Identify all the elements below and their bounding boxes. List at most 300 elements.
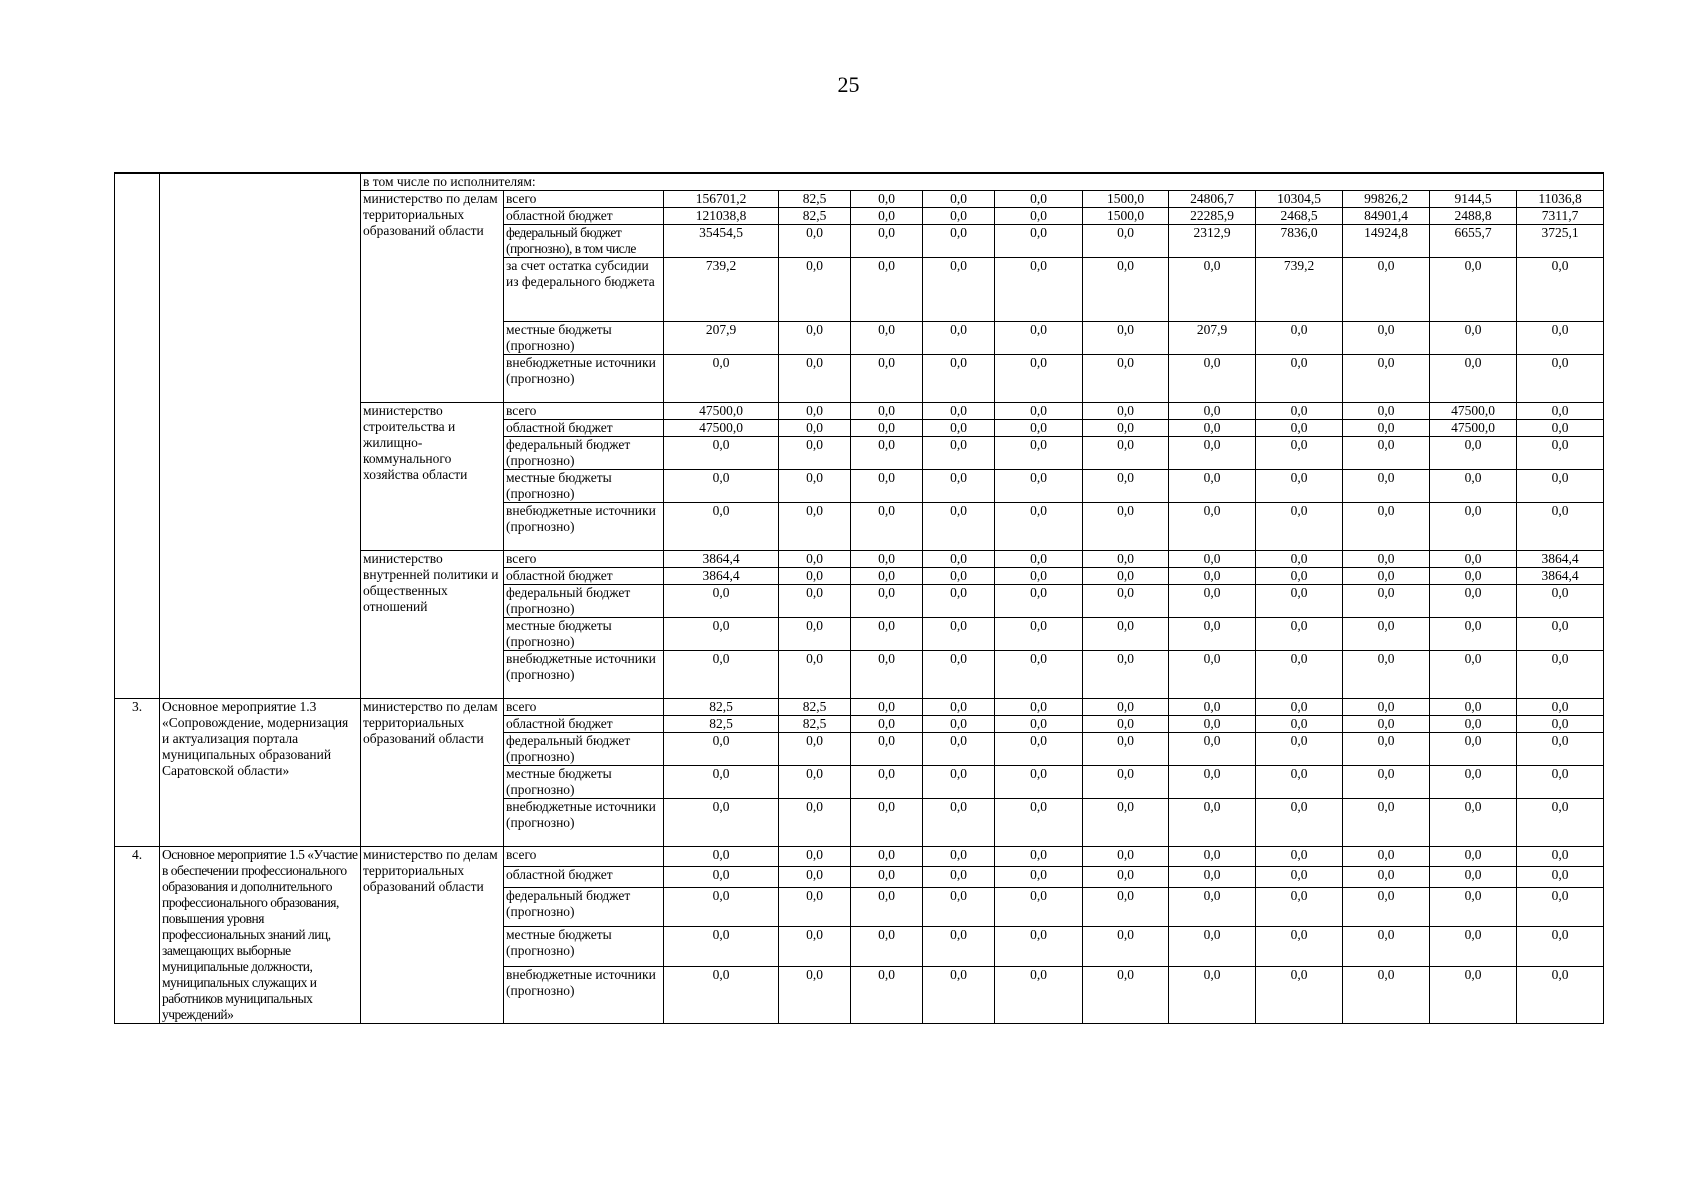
value-cell: 0,0 [664, 927, 779, 966]
source-label: всего [504, 191, 664, 208]
value-cell: 0,0 [1343, 651, 1430, 699]
value-cell: 0,0 [923, 651, 995, 699]
value-cell: 0,0 [995, 887, 1083, 926]
value-cell: 0,0 [1256, 927, 1343, 966]
index-cell [115, 191, 160, 699]
value-cell: 0,0 [1256, 503, 1343, 551]
value-cell: 0,0 [1169, 799, 1256, 847]
value-cell: 0,0 [779, 322, 851, 355]
value-cell: 0,0 [1169, 716, 1256, 733]
value-cell: 0,0 [1169, 403, 1256, 420]
value-cell: 0,0 [1169, 699, 1256, 716]
value-cell: 0,0 [923, 225, 995, 258]
value-cell: 0,0 [779, 966, 851, 1023]
source-label: внебюджетные источники (прогнозно) [504, 799, 664, 847]
value-cell: 0,0 [1430, 733, 1517, 766]
value-cell: 0,0 [995, 355, 1083, 403]
value-cell: 0,0 [1169, 887, 1256, 926]
value-cell: 0,0 [779, 618, 851, 651]
table-row [115, 191, 1604, 208]
value-cell: 0,0 [1169, 766, 1256, 799]
source-label: федеральный бюджет (прогнозно) [504, 585, 664, 618]
value-cell: 0,0 [1517, 503, 1604, 551]
value-cell: 0,0 [1169, 470, 1256, 503]
value-cell: 0,0 [664, 766, 779, 799]
value-cell: 0,0 [1517, 887, 1604, 926]
value-cell: 0,0 [1343, 733, 1430, 766]
value-cell: 2312,9 [1169, 225, 1256, 258]
value-cell: 0,0 [1343, 699, 1430, 716]
value-cell: 0,0 [779, 551, 851, 568]
value-cell: 0,0 [1430, 927, 1517, 966]
value-cell: 0,0 [1169, 437, 1256, 470]
value-cell: 0,0 [1430, 651, 1517, 699]
value-cell: 0,0 [1430, 699, 1517, 716]
value-cell: 0,0 [1083, 322, 1169, 355]
value-cell: 0,0 [851, 618, 923, 651]
value-cell: 2488,8 [1430, 208, 1517, 225]
value-cell: 0,0 [1083, 568, 1169, 585]
value-cell: 0,0 [1343, 470, 1430, 503]
value-cell: 0,0 [1430, 847, 1517, 867]
value-cell: 0,0 [1256, 551, 1343, 568]
source-label: федеральный бюджет (прогнозно) [504, 733, 664, 766]
value-cell: 0,0 [923, 927, 995, 966]
value-cell: 0,0 [995, 322, 1083, 355]
value-cell: 0,0 [1083, 470, 1169, 503]
value-cell: 0,0 [923, 208, 995, 225]
value-cell: 0,0 [851, 568, 923, 585]
value-cell: 0,0 [1517, 966, 1604, 1023]
value-cell: 0,0 [1256, 699, 1343, 716]
value-cell: 35454,5 [664, 225, 779, 258]
value-cell: 0,0 [1517, 437, 1604, 470]
value-cell: 47500,0 [664, 420, 779, 437]
measure-cell: Основное мероприятие 1.5 «Участие в обеспечении профессионального образования и дополнительного профессионального образования, повышения уровня профессиональных знаний лиц, замещающих выборные муниципальные должности, муниципальных служащих и работников муниципальных учреждений» [160, 847, 361, 1024]
value-cell: 0,0 [923, 470, 995, 503]
value-cell: 0,0 [1169, 420, 1256, 437]
value-cell: 10304,5 [1256, 191, 1343, 208]
source-label: внебюджетные источники (прогнозно) [504, 355, 664, 403]
value-cell: 0,0 [1083, 799, 1169, 847]
executor-cell: министерство по делам территориальных образований области [361, 847, 504, 1024]
value-cell: 207,9 [1169, 322, 1256, 355]
value-cell: 0,0 [1430, 322, 1517, 355]
value-cell: 0,0 [995, 651, 1083, 699]
value-cell: 0,0 [923, 403, 995, 420]
value-cell: 739,2 [664, 258, 779, 322]
value-cell: 0,0 [1083, 551, 1169, 568]
value-cell: 99826,2 [1343, 191, 1430, 208]
value-cell: 0,0 [923, 966, 995, 1023]
value-cell: 0,0 [851, 716, 923, 733]
value-cell: 2468,5 [1256, 208, 1343, 225]
value-cell: 0,0 [1169, 651, 1256, 699]
value-cell: 0,0 [1430, 437, 1517, 470]
value-cell: 0,0 [851, 799, 923, 847]
value-cell: 0,0 [664, 867, 779, 887]
value-cell: 14924,8 [1343, 225, 1430, 258]
value-cell: 0,0 [1343, 585, 1430, 618]
value-cell: 0,0 [851, 191, 923, 208]
executor-cell: министерство внутренней политики и общественных отношений [361, 551, 504, 699]
value-cell: 0,0 [1083, 966, 1169, 1023]
value-cell: 0,0 [1169, 258, 1256, 322]
value-cell: 0,0 [1256, 420, 1343, 437]
index-cell: 4. [115, 847, 160, 1024]
source-label: внебюджетные источники (прогнозно) [504, 503, 664, 551]
value-cell: 0,0 [995, 618, 1083, 651]
value-cell: 0,0 [923, 420, 995, 437]
value-cell: 0,0 [1256, 716, 1343, 733]
value-cell: 0,0 [664, 355, 779, 403]
value-cell: 0,0 [995, 766, 1083, 799]
value-cell: 3864,4 [664, 551, 779, 568]
value-cell: 0,0 [1343, 799, 1430, 847]
value-cell: 11036,8 [1517, 191, 1604, 208]
value-cell: 0,0 [779, 847, 851, 867]
value-cell: 0,0 [779, 733, 851, 766]
value-cell: 0,0 [1430, 470, 1517, 503]
value-cell: 0,0 [923, 733, 995, 766]
value-cell: 0,0 [923, 322, 995, 355]
value-cell: 0,0 [1343, 503, 1430, 551]
value-cell: 0,0 [851, 733, 923, 766]
value-cell: 0,0 [1343, 927, 1430, 966]
value-cell: 0,0 [664, 585, 779, 618]
value-cell: 82,5 [779, 191, 851, 208]
value-cell: 82,5 [664, 699, 779, 716]
value-cell: 0,0 [1083, 585, 1169, 618]
value-cell: 0,0 [779, 887, 851, 926]
table-row [115, 699, 1604, 716]
source-label: местные бюджеты (прогнозно) [504, 322, 664, 355]
value-cell: 0,0 [923, 847, 995, 867]
value-cell: 0,0 [1343, 403, 1430, 420]
value-cell: 0,0 [779, 258, 851, 322]
value-cell: 24806,7 [1169, 191, 1256, 208]
value-cell: 0,0 [1169, 733, 1256, 766]
executor-cell: министерство по делам территориальных образований области [361, 191, 504, 403]
value-cell: 1500,0 [1083, 208, 1169, 225]
value-cell: 0,0 [1430, 585, 1517, 618]
source-label: всего [504, 551, 664, 568]
value-cell: 0,0 [1517, 847, 1604, 867]
value-cell: 0,0 [1083, 618, 1169, 651]
value-cell: 0,0 [779, 503, 851, 551]
value-cell: 0,0 [1169, 927, 1256, 966]
value-cell: 0,0 [1256, 733, 1343, 766]
value-cell: 0,0 [1083, 437, 1169, 470]
value-cell: 0,0 [851, 585, 923, 618]
value-cell: 0,0 [851, 403, 923, 420]
value-cell: 0,0 [923, 568, 995, 585]
value-cell: 0,0 [1169, 503, 1256, 551]
value-cell: 0,0 [923, 551, 995, 568]
value-cell: 0,0 [1256, 847, 1343, 867]
value-cell: 0,0 [995, 699, 1083, 716]
value-cell: 0,0 [1517, 618, 1604, 651]
value-cell: 0,0 [1430, 355, 1517, 403]
value-cell: 0,0 [1083, 503, 1169, 551]
value-cell: 0,0 [1169, 551, 1256, 568]
measure-cell: Основное мероприятие 1.3 «Сопровождение, модернизация и актуализация портала муниципальных образований Саратовской области» [160, 699, 361, 847]
value-cell: 0,0 [664, 503, 779, 551]
value-cell: 0,0 [851, 322, 923, 355]
value-cell: 739,2 [1256, 258, 1343, 322]
value-cell: 0,0 [779, 585, 851, 618]
value-cell: 0,0 [851, 966, 923, 1023]
value-cell: 82,5 [664, 716, 779, 733]
value-cell: 0,0 [923, 355, 995, 403]
value-cell: 0,0 [1517, 420, 1604, 437]
value-cell: 0,0 [1343, 716, 1430, 733]
value-cell: 0,0 [923, 699, 995, 716]
value-cell: 0,0 [995, 258, 1083, 322]
value-cell: 0,0 [1256, 966, 1343, 1023]
value-cell: 0,0 [995, 927, 1083, 966]
value-cell: 121038,8 [664, 208, 779, 225]
value-cell: 0,0 [1256, 568, 1343, 585]
value-cell: 6655,7 [1430, 225, 1517, 258]
executor-cell: министерство по делам территориальных образований области [361, 699, 504, 847]
value-cell: 0,0 [923, 867, 995, 887]
value-cell: 0,0 [1169, 585, 1256, 618]
source-label: федеральный бюджет (прогнозно), в том числе [504, 225, 664, 258]
value-cell: 0,0 [995, 716, 1083, 733]
value-cell: 82,5 [779, 699, 851, 716]
value-cell: 0,0 [1256, 470, 1343, 503]
value-cell: 0,0 [851, 420, 923, 437]
value-cell: 0,0 [664, 618, 779, 651]
value-cell: 0,0 [1517, 867, 1604, 887]
value-cell: 0,0 [1430, 258, 1517, 322]
value-cell: 82,5 [779, 716, 851, 733]
measure-cell [160, 191, 361, 699]
value-cell: 0,0 [1343, 568, 1430, 585]
value-cell: 0,0 [995, 568, 1083, 585]
value-cell: 0,0 [779, 927, 851, 966]
source-label: всего [504, 403, 664, 420]
value-cell: 47500,0 [664, 403, 779, 420]
value-cell: 0,0 [1169, 568, 1256, 585]
value-cell: 0,0 [779, 799, 851, 847]
value-cell: 0,0 [1430, 766, 1517, 799]
value-cell: 9144,5 [1430, 191, 1517, 208]
value-cell: 0,0 [1517, 322, 1604, 355]
value-cell: 0,0 [851, 867, 923, 887]
value-cell: 156701,2 [664, 191, 779, 208]
value-cell: 0,0 [1083, 355, 1169, 403]
executor-cell: министерство строительства и жилищно-коммунального хозяйства области [361, 403, 504, 551]
value-cell: 0,0 [995, 503, 1083, 551]
value-cell: 0,0 [923, 437, 995, 470]
value-cell: 47500,0 [1430, 420, 1517, 437]
value-cell: 0,0 [779, 867, 851, 887]
measure-cell [160, 173, 361, 191]
value-cell: 0,0 [995, 966, 1083, 1023]
value-cell: 0,0 [664, 651, 779, 699]
value-cell: 0,0 [779, 355, 851, 403]
value-cell: 0,0 [779, 651, 851, 699]
value-cell: 0,0 [851, 699, 923, 716]
source-label: федеральный бюджет (прогнозно) [504, 887, 664, 926]
value-cell: 0,0 [923, 585, 995, 618]
value-cell: 0,0 [779, 225, 851, 258]
value-cell: 0,0 [1517, 799, 1604, 847]
value-cell: 0,0 [1430, 568, 1517, 585]
source-label: всего [504, 699, 664, 716]
value-cell: 7311,7 [1517, 208, 1604, 225]
value-cell: 0,0 [1430, 799, 1517, 847]
source-label: федеральный бюджет (прогнозно) [504, 437, 664, 470]
value-cell: 0,0 [1256, 618, 1343, 651]
value-cell: 0,0 [851, 437, 923, 470]
value-cell: 0,0 [1430, 551, 1517, 568]
value-cell: 0,0 [1083, 699, 1169, 716]
value-cell: 0,0 [1256, 887, 1343, 926]
value-cell: 0,0 [1343, 551, 1430, 568]
value-cell: 0,0 [664, 847, 779, 867]
value-cell: 0,0 [1343, 420, 1430, 437]
value-cell: 0,0 [664, 437, 779, 470]
value-cell: 22285,9 [1169, 208, 1256, 225]
index-cell [115, 173, 160, 191]
value-cell: 0,0 [1430, 887, 1517, 926]
value-cell: 0,0 [1343, 847, 1430, 867]
value-cell: 207,9 [664, 322, 779, 355]
value-cell: 0,0 [1343, 437, 1430, 470]
value-cell: 0,0 [1083, 927, 1169, 966]
value-cell: 0,0 [1517, 258, 1604, 322]
value-cell: 0,0 [1517, 927, 1604, 966]
value-cell: 0,0 [851, 225, 923, 258]
value-cell: 0,0 [1430, 867, 1517, 887]
source-label: за счет остатка субсидии из федерального бюджета [504, 258, 664, 322]
value-cell: 0,0 [1083, 403, 1169, 420]
budget-table [114, 172, 1604, 1024]
value-cell: 0,0 [1517, 733, 1604, 766]
value-cell: 0,0 [995, 847, 1083, 867]
value-cell: 0,0 [1256, 355, 1343, 403]
value-cell: 0,0 [995, 867, 1083, 887]
table-row [115, 173, 1604, 191]
value-cell: 82,5 [779, 208, 851, 225]
value-cell: 0,0 [1517, 403, 1604, 420]
value-cell: 0,0 [1343, 966, 1430, 1023]
value-cell: 0,0 [995, 208, 1083, 225]
value-cell: 0,0 [1256, 867, 1343, 887]
value-cell: 0,0 [1083, 733, 1169, 766]
value-cell: 0,0 [995, 225, 1083, 258]
value-cell: 0,0 [851, 847, 923, 867]
value-cell: 0,0 [923, 503, 995, 551]
value-cell: 0,0 [1169, 618, 1256, 651]
value-cell: 0,0 [1083, 887, 1169, 926]
value-cell: 0,0 [1517, 355, 1604, 403]
source-label: всего [504, 847, 664, 867]
value-cell: 0,0 [664, 733, 779, 766]
value-cell: 0,0 [995, 403, 1083, 420]
value-cell: 0,0 [1430, 716, 1517, 733]
page-number: 25 [837, 72, 860, 97]
source-label: областной бюджет [504, 568, 664, 585]
value-cell: 0,0 [1083, 225, 1169, 258]
value-cell: 0,0 [1430, 966, 1517, 1023]
value-cell: 0,0 [1083, 867, 1169, 887]
value-cell: 0,0 [1430, 503, 1517, 551]
value-cell: 0,0 [995, 733, 1083, 766]
value-cell: 0,0 [1343, 618, 1430, 651]
value-cell: 0,0 [1083, 847, 1169, 867]
value-cell: 84901,4 [1343, 208, 1430, 225]
value-cell: 0,0 [851, 503, 923, 551]
value-cell: 0,0 [1169, 847, 1256, 867]
value-cell: 0,0 [923, 887, 995, 926]
source-label: местные бюджеты (прогнозно) [504, 618, 664, 651]
value-cell: 0,0 [779, 470, 851, 503]
value-cell: 0,0 [1256, 403, 1343, 420]
source-label: областной бюджет [504, 867, 664, 887]
value-cell: 0,0 [995, 470, 1083, 503]
value-cell: 0,0 [995, 585, 1083, 618]
value-cell: 0,0 [923, 258, 995, 322]
source-label: местные бюджеты (прогнозно) [504, 470, 664, 503]
source-label: внебюджетные источники (прогнозно) [504, 966, 664, 1023]
value-cell: 0,0 [1169, 867, 1256, 887]
value-cell: 0,0 [1343, 766, 1430, 799]
value-cell: 0,0 [851, 887, 923, 926]
source-label: внебюджетные источники (прогнозно) [504, 651, 664, 699]
value-cell: 0,0 [923, 766, 995, 799]
value-cell: 0,0 [923, 618, 995, 651]
value-cell: 3725,1 [1517, 225, 1604, 258]
value-cell: 3864,4 [1517, 551, 1604, 568]
value-cell: 0,0 [664, 966, 779, 1023]
value-cell: 7836,0 [1256, 225, 1343, 258]
value-cell: 0,0 [779, 766, 851, 799]
executors-header: в том числе по исполнителям: [361, 173, 1604, 191]
value-cell: 0,0 [851, 766, 923, 799]
value-cell: 0,0 [851, 355, 923, 403]
value-cell: 0,0 [1169, 355, 1256, 403]
value-cell: 0,0 [779, 437, 851, 470]
value-cell: 0,0 [1517, 716, 1604, 733]
table-row [115, 847, 1604, 867]
value-cell: 0,0 [779, 403, 851, 420]
value-cell: 0,0 [851, 927, 923, 966]
value-cell: 0,0 [1256, 437, 1343, 470]
value-cell: 0,0 [995, 437, 1083, 470]
value-cell: 47500,0 [1430, 403, 1517, 420]
value-cell: 0,0 [923, 716, 995, 733]
value-cell: 0,0 [1343, 355, 1430, 403]
value-cell: 0,0 [1517, 651, 1604, 699]
value-cell: 0,0 [779, 568, 851, 585]
value-cell: 0,0 [1256, 766, 1343, 799]
index-cell: 3. [115, 699, 160, 847]
value-cell: 0,0 [851, 470, 923, 503]
value-cell: 0,0 [1517, 470, 1604, 503]
source-label: местные бюджеты (прогнозно) [504, 927, 664, 966]
value-cell: 0,0 [851, 551, 923, 568]
value-cell: 0,0 [1343, 258, 1430, 322]
value-cell: 0,0 [1517, 585, 1604, 618]
value-cell: 0,0 [664, 470, 779, 503]
value-cell: 0,0 [851, 651, 923, 699]
value-cell: 0,0 [851, 208, 923, 225]
source-label: областной бюджет [504, 420, 664, 437]
